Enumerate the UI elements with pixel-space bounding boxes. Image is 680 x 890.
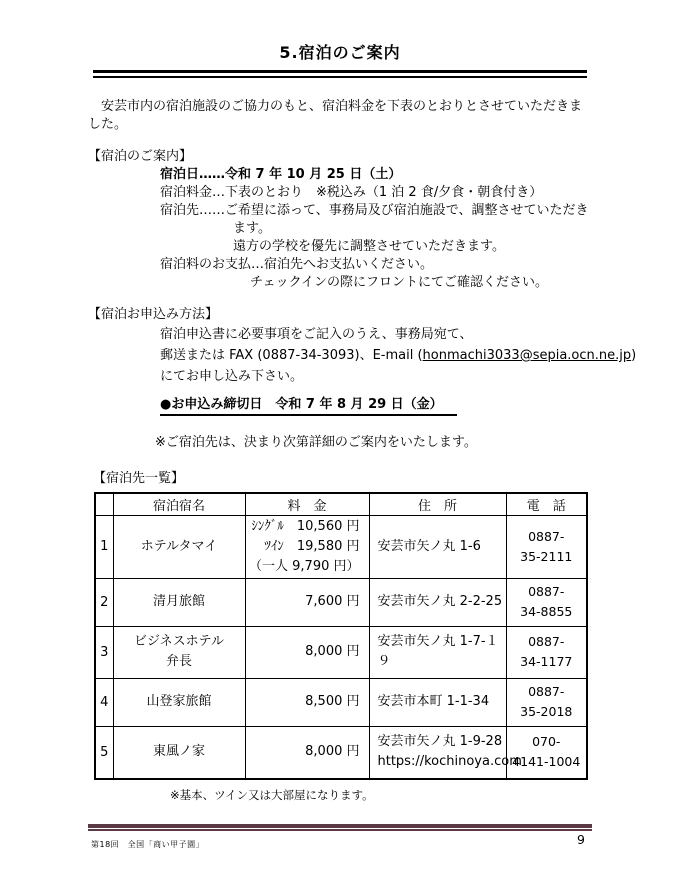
- footer-double-rule: [88, 824, 592, 831]
- cell-line: 0887-: [528, 634, 565, 649]
- fee-cell: [245, 578, 369, 626]
- guide-line-payment: 宿泊料のお支払…宿泊先へお支払いください。: [160, 257, 434, 272]
- guide-line-priority: 遠方の学校を優先に調整させていただきます。: [233, 239, 505, 254]
- apply-line-2: [160, 345, 680, 366]
- cell-line: 東風ノ家: [152, 744, 205, 760]
- footer-event-title: 第18回 全国「商い甲子園」: [91, 840, 205, 849]
- cell-line: 4141-1004: [512, 754, 581, 770]
- row-number: 5: [95, 726, 113, 779]
- cell-line: ホテルタマイ: [140, 538, 218, 554]
- accommodation-table: [94, 492, 588, 780]
- cell-line: 清月旅館: [152, 594, 205, 609]
- cell-line: （一人 9,790 円）: [249, 558, 360, 574]
- lodging-guide-section: [0, 148, 680, 292]
- address-cell: [369, 678, 506, 726]
- apply-line-2-prefix: 郵送または FAX (0887-34-3093)、E-mail (: [160, 348, 423, 363]
- table-row: [95, 626, 587, 678]
- cell-line: 8,000 円: [305, 744, 360, 760]
- guide-line-place: 宿泊先……ご希望に添って、事務局及び宿泊施設で、調整させていただき: [160, 203, 589, 218]
- cell-line: 安芸市矢ノ丸 1-6: [377, 538, 481, 554]
- cell-line: 安芸市矢ノ丸 1-7-１９: [377, 634, 499, 669]
- guide-heading: 【宿泊のご案内】: [88, 149, 193, 164]
- table-note: ※基本、ツイン又は大部屋になります。: [170, 788, 374, 802]
- cell-line: 070-: [532, 734, 561, 750]
- hotel-name-cell: [113, 515, 245, 578]
- cell-line: 安芸市矢ノ丸 2-2-25: [377, 594, 503, 609]
- cell-line: 8,000 円: [305, 644, 360, 659]
- header-hotel-name: 宿泊宿名: [113, 493, 245, 515]
- address-cell: [369, 626, 506, 678]
- phone-cell: [506, 726, 587, 779]
- cell-line: 0887-: [528, 584, 565, 599]
- fee-cell: [245, 515, 369, 578]
- row-number: 1: [95, 515, 113, 578]
- cell-line: 安芸市本町 1-1-34: [377, 694, 490, 709]
- apply-line-2-suffix: ): [631, 348, 637, 363]
- page-title: 5.宿泊のご案内: [279, 43, 401, 62]
- table-row: [95, 515, 587, 578]
- row-number: 2: [95, 578, 113, 626]
- page-number: 9: [577, 832, 585, 847]
- phone-cell: [506, 515, 587, 578]
- table-row: [95, 578, 587, 626]
- apply-heading: 【宿泊お申込み方法】: [88, 307, 219, 322]
- phone-cell: [506, 578, 587, 626]
- apply-line-3: にてお申し込み下さい。: [160, 369, 304, 384]
- cell-line: 安芸市矢ノ丸 1-9-28: [377, 734, 503, 750]
- title-double-rule: [93, 70, 587, 78]
- phone-cell: [506, 626, 587, 678]
- cell-line: 0887-: [528, 528, 565, 544]
- cell-line: 35-2111: [520, 548, 573, 564]
- apply-note: ※ご宿泊先は、決まり次第詳細のご案内をいたします。: [155, 435, 477, 450]
- row-number: 3: [95, 626, 113, 678]
- apply-line-1: 宿泊申込書に必要事項をご記入のうえ、事務局宛て、: [160, 327, 473, 342]
- application-section: [0, 306, 680, 452]
- cell-line: ビジネスホテル: [134, 634, 224, 649]
- address-cell: [369, 578, 506, 626]
- header-phone: 電 話: [506, 493, 587, 515]
- cell-line: ｼﾝｸﾞﾙ 10,560 円: [251, 518, 360, 534]
- fee-cell: [245, 626, 369, 678]
- fee-cell: [245, 678, 369, 726]
- guide-line-place-wrap: ます。: [233, 221, 271, 236]
- cell-line: 34-8855: [520, 604, 573, 619]
- hotel-name-cell: [113, 678, 245, 726]
- table-row: [95, 726, 587, 779]
- cell-line: ﾂｲﾝ 19,580 円: [264, 538, 360, 554]
- intro-paragraph: 安芸市内の宿泊施設のご協力のもと、宿泊料金を下表のとおりとさせていただきま した。: [88, 99, 583, 132]
- table-row: [95, 678, 587, 726]
- header-address: 住 所: [369, 493, 506, 515]
- row-number: 4: [95, 678, 113, 726]
- guide-line-fee: 宿泊料金…下表のとおり ※税込み（1 泊 2 食/夕食・朝食付き）: [160, 185, 543, 200]
- hotel-website-url: https://kochinoya.com: [377, 754, 522, 770]
- cell-line: 弁長: [165, 654, 192, 669]
- cell-line: 山登家旅館: [146, 694, 212, 709]
- phone-cell: [506, 678, 587, 726]
- email-link[interactable]: honmachi3033@sepia.ocn.ne.jp: [422, 348, 632, 363]
- cell-line: 0887-: [528, 684, 565, 699]
- hotel-name-cell: [113, 578, 245, 626]
- cell-line: 35-2018: [520, 704, 573, 719]
- table-header-row: [95, 493, 587, 515]
- cell-line: 8,500 円: [305, 694, 360, 709]
- guide-line-checkin: チェックインの際にフロントにてご確認ください。: [250, 275, 548, 290]
- accommodation-list-heading: 【宿泊先一覧】: [93, 471, 185, 486]
- cell-line: 34-1177: [520, 654, 573, 669]
- header-blank: [95, 493, 113, 515]
- hotel-name-cell: [113, 726, 245, 779]
- hotel-name-cell: [113, 626, 245, 678]
- guide-line-date: 宿泊日……令和 7 年 10 月 25 日（土）: [160, 167, 402, 182]
- application-deadline: ●お申込み締切日 令和 7 年 8 月 29 日（金）: [160, 393, 457, 416]
- fee-cell: [245, 726, 369, 779]
- address-cell: [369, 515, 506, 578]
- header-fee: 料 金: [245, 493, 369, 515]
- cell-line: 7,600 円: [305, 594, 360, 609]
- address-cell: [369, 726, 522, 779]
